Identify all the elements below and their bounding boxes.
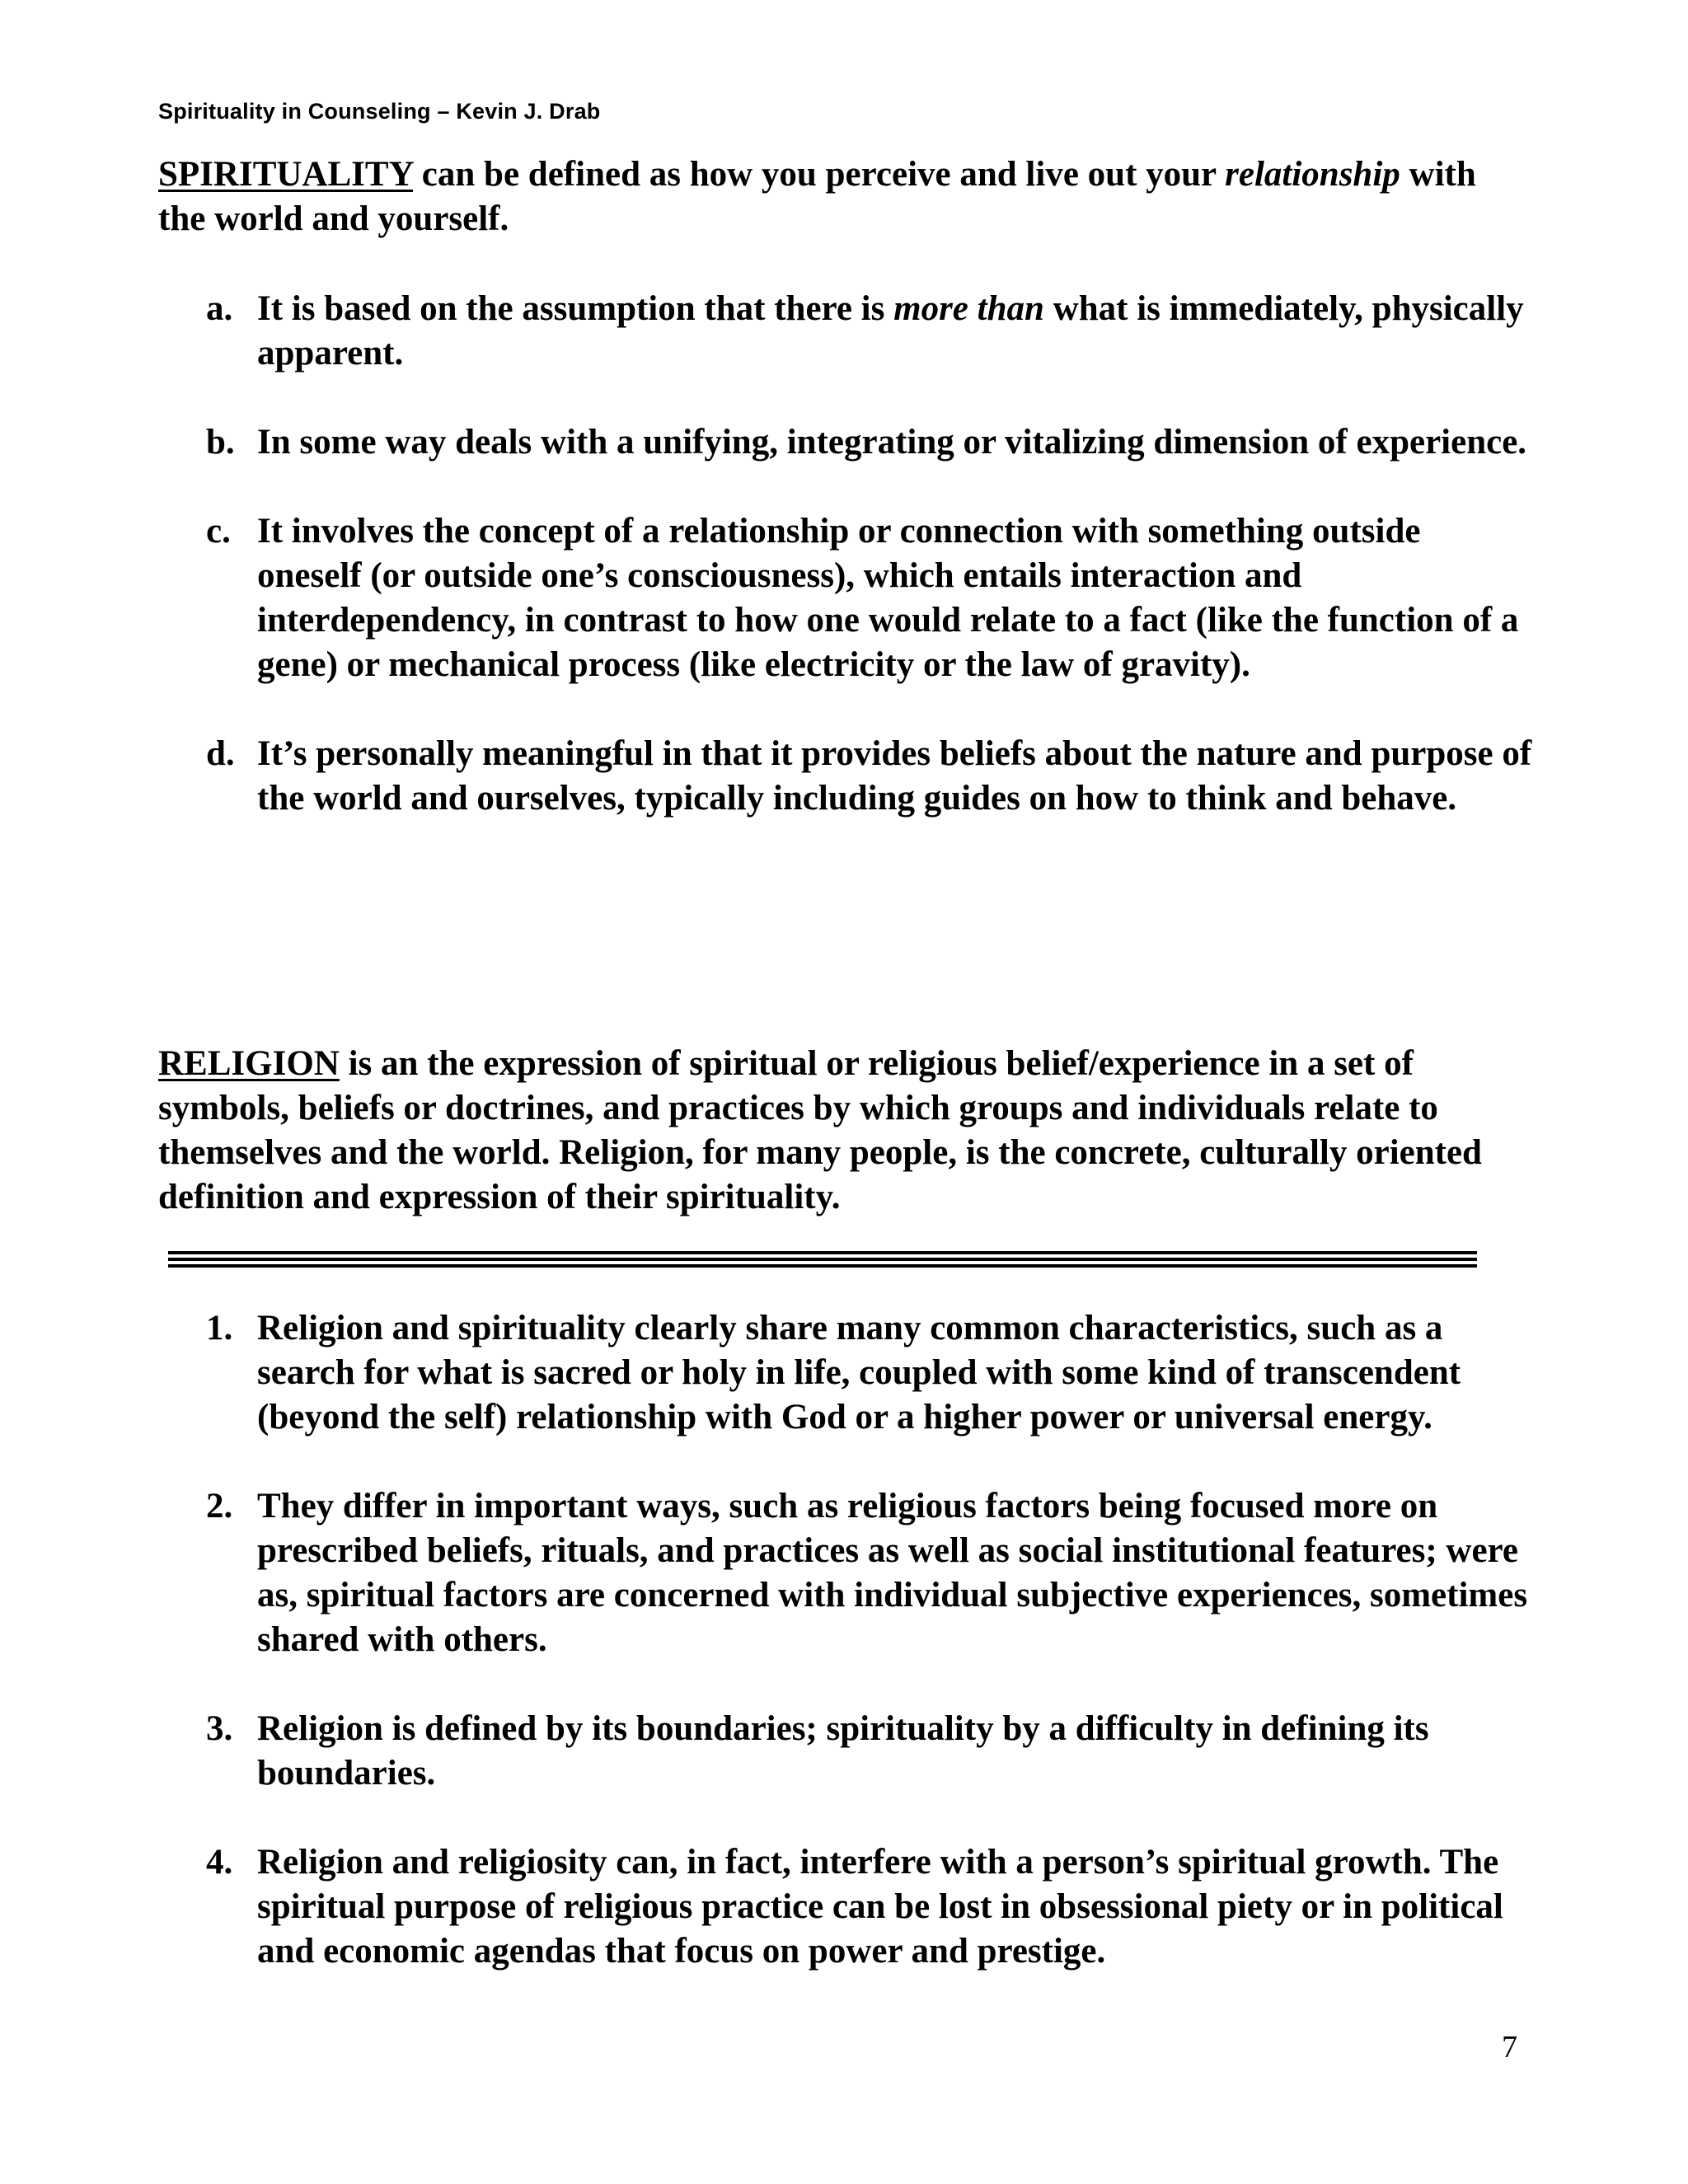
divider-line-top	[168, 1251, 1477, 1254]
spirituality-definition-emphasis: relationship	[1225, 155, 1400, 194]
list-item	[206, 1840, 1533, 1974]
religion-definition-text: is an the expression of spiritual or religious belief/experience in a set of symbols, beliefs or doctrines, and practices by which groups and individuals relate to themselves and the world. Religion, for many people, is the concrete, culturally oriented definition and expression of their spirituality.	[158, 1044, 1482, 1216]
list-item	[206, 732, 1533, 821]
list-marker: c.	[206, 512, 231, 551]
list-item-text: They differ in important ways, such as religious factors being focused more on prescribed beliefs, rituals, and practices as well as social institutional features; were as, spiritual factors are concerned with individual subjective experiences, sometimes shared with others.	[257, 1487, 1528, 1659]
double-rule-divider	[168, 1251, 1477, 1268]
page-number: 7	[1502, 2030, 1517, 2064]
list-item	[206, 420, 1533, 465]
spirituality-characteristics-list	[206, 287, 1533, 821]
list-item	[206, 287, 1533, 376]
list-marker: 2.	[206, 1487, 233, 1526]
religion-spirituality-comparison-list	[206, 1306, 1533, 1974]
list-marker: 4.	[206, 1843, 233, 1882]
list-item	[206, 1484, 1533, 1662]
list-item-text: It’s personally meaningful in that it provides beliefs about the nature and purpose of the world and ourselves, typically including guides on how to think and behave.	[257, 734, 1532, 818]
spirituality-definition	[158, 152, 1526, 241]
list-marker: d.	[206, 734, 235, 773]
spirituality-term: SPIRITUALITY	[158, 155, 414, 194]
divider-line-bottom	[168, 1264, 1477, 1268]
list-item-text: Religion and spirituality clearly share many common characteristics, such as a search for what is sacred or holy in life, coupled with some kind of transcendent (beyond the self) relationship with God or a higher power or universal energy.	[257, 1309, 1461, 1436]
list-marker: 1.	[206, 1309, 233, 1347]
religion-term: RELIGION	[158, 1044, 340, 1083]
list-item-text-before: It is based on the assumption that there is	[257, 289, 894, 328]
list-item	[206, 1707, 1533, 1796]
list-marker: a.	[206, 289, 233, 328]
list-item-text: Religion and religiosity can, in fact, interfere with a person’s spiritual growth. The spiritual purpose of religious practice can be lost in obsessional piety or in political and economic agendas that focus on power and prestige.	[257, 1843, 1503, 1971]
list-marker: b.	[206, 423, 235, 462]
religion-definition	[158, 1042, 1526, 1220]
list-item-emphasis: more than	[893, 289, 1044, 328]
list-item-text: It involves the concept of a relationship or connection with something outside oneself (or outside one’s consciousness), which entails interaction and interdependency, in contrast to how one would relate to a fact (like the function of a gene) or mechanical process (like electricity or the law of gravity).	[257, 512, 1519, 684]
running-header: Spirituality in Counseling – Kevin J. Drab	[158, 99, 601, 124]
list-item	[206, 1306, 1533, 1440]
list-item-text: Religion is defined by its boundaries; spirituality by a difficulty in defining its boundaries.	[257, 1709, 1429, 1793]
list-marker: 3.	[206, 1709, 233, 1748]
divider-line-middle	[168, 1258, 1477, 1261]
list-item	[206, 509, 1533, 687]
list-item-text-after: what is immediately, physically apparent.	[257, 289, 1524, 373]
spirituality-definition-after: with the world and yourself.	[158, 155, 1476, 238]
spirituality-definition-before: can be defined as how you perceive and live out your	[413, 155, 1226, 194]
list-item-text: In some way deals with a unifying, integrating or vitalizing dimension of experience.	[257, 423, 1527, 462]
